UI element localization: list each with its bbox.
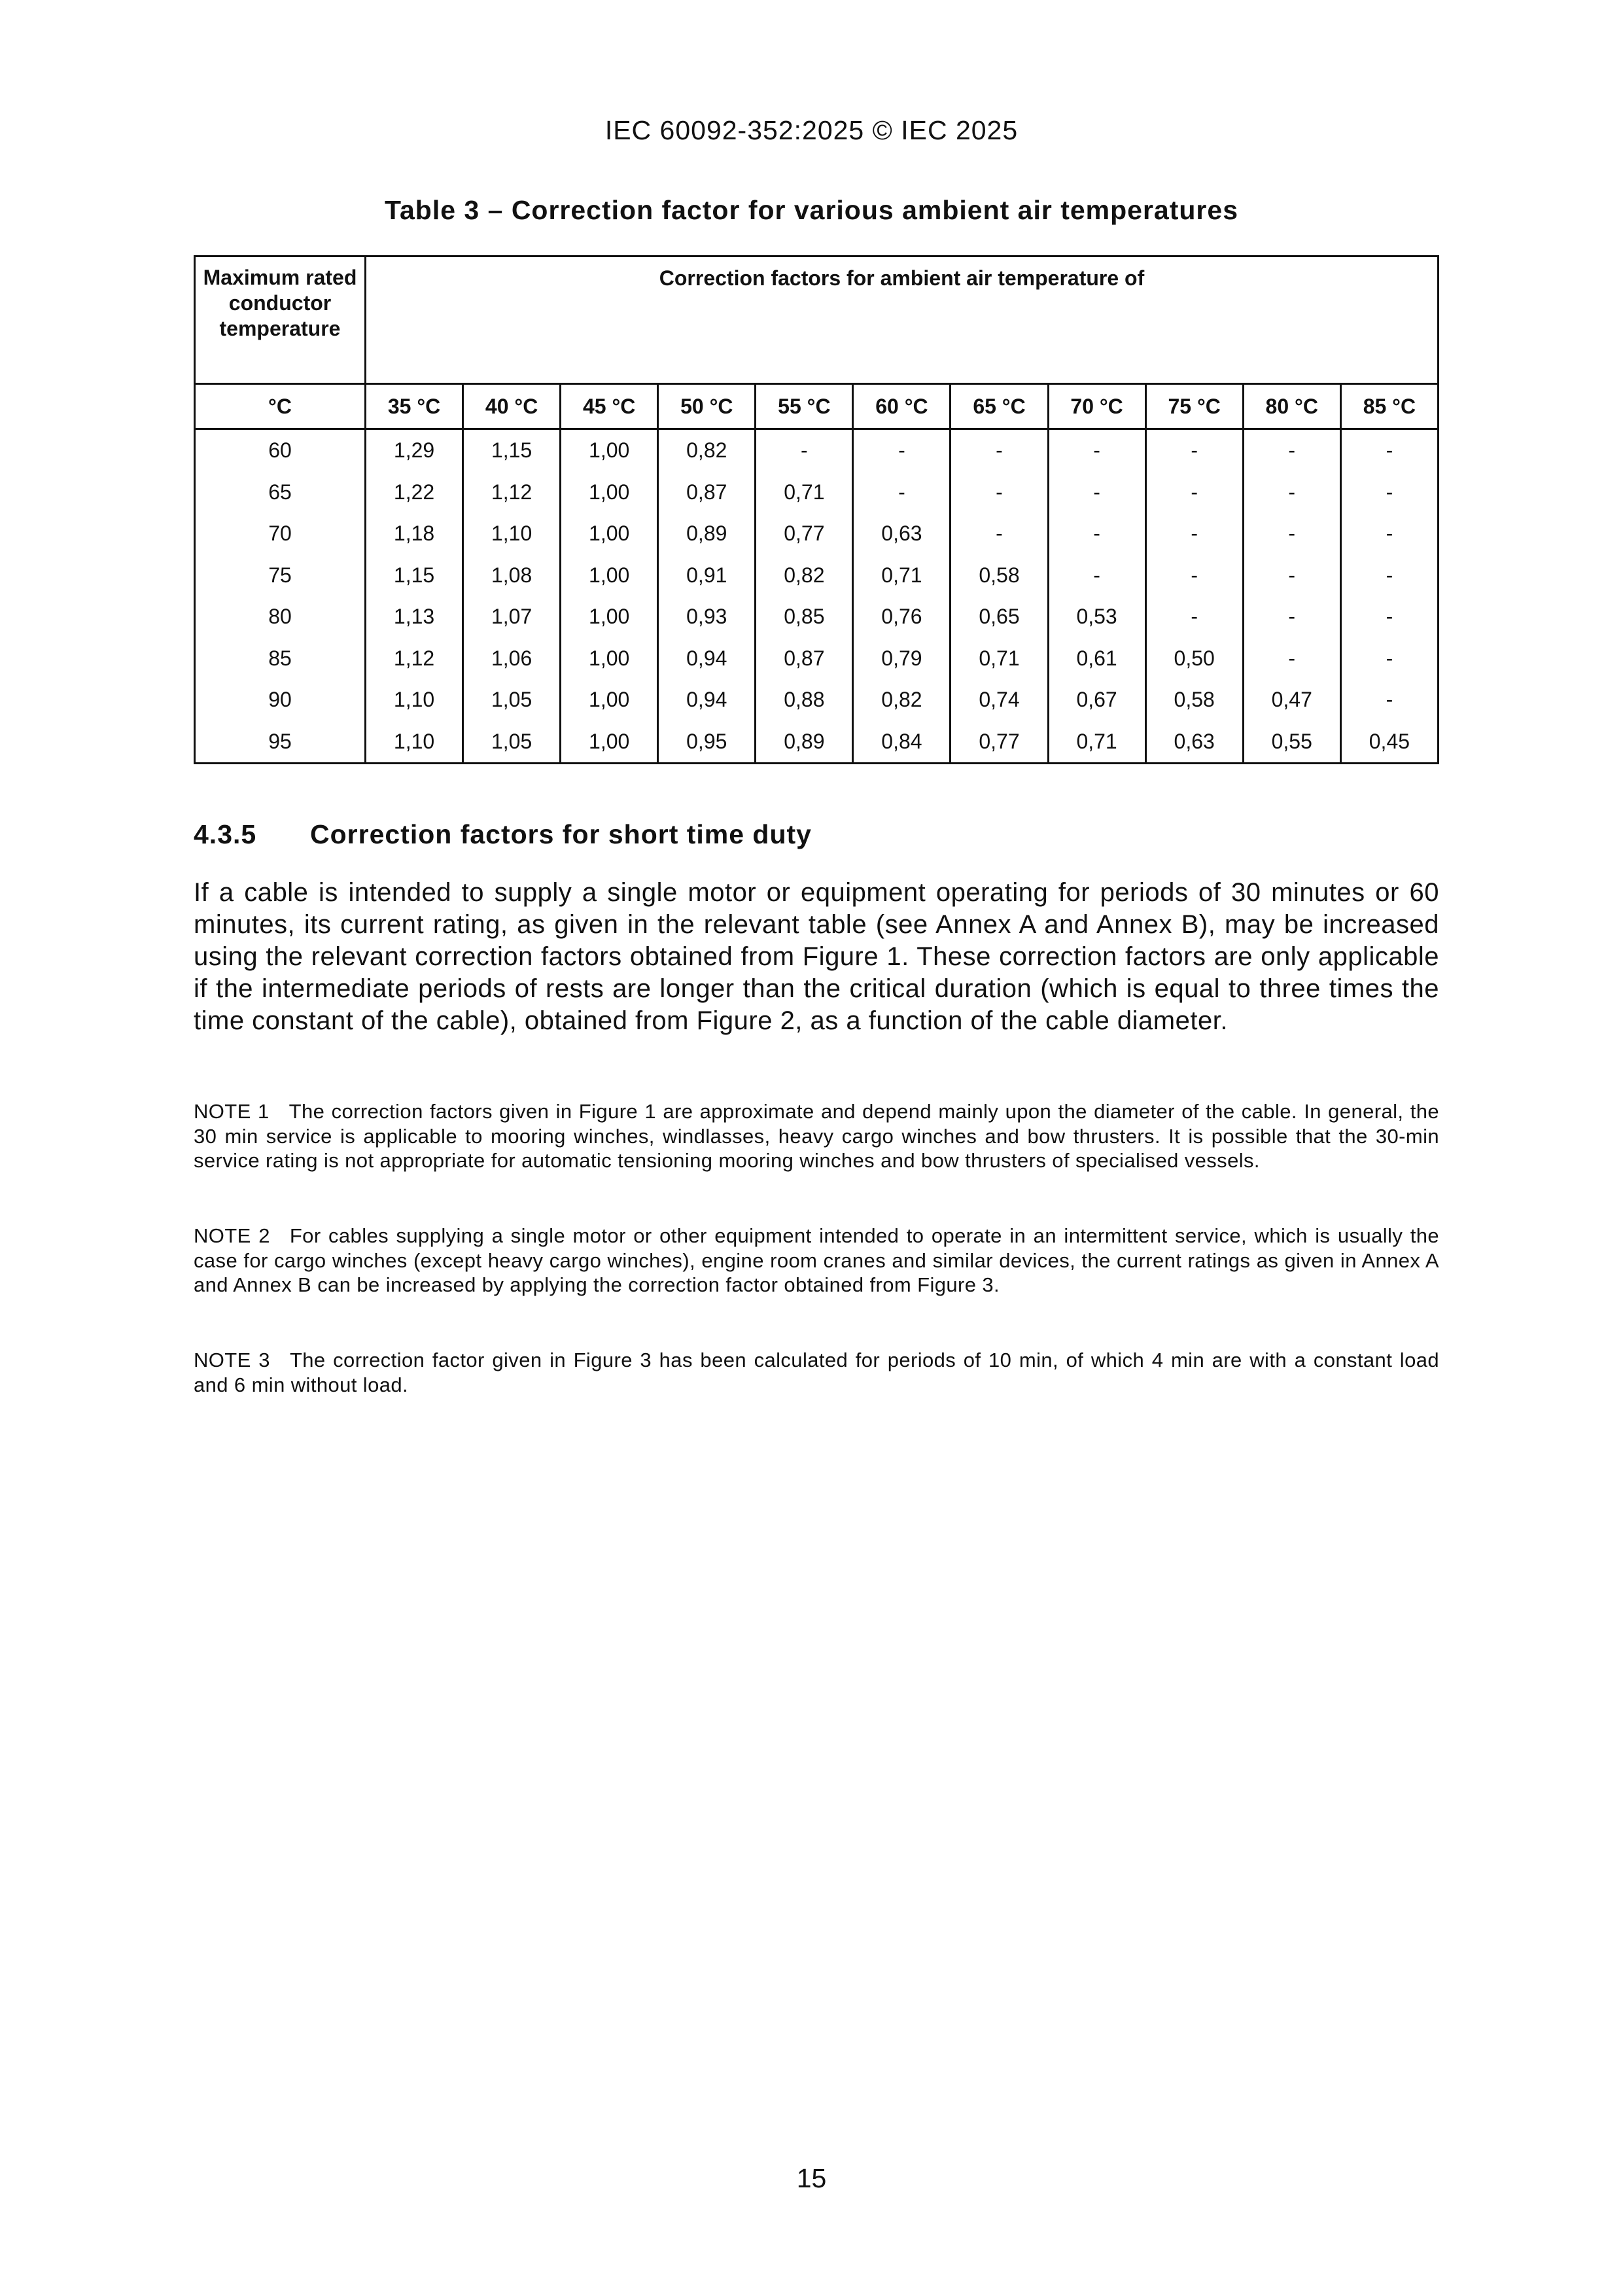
table-row [195,513,1439,555]
column-header: 75 °C [1145,384,1243,429]
note-text: The correction factor given in Figure 3 has been calculated for periods of 10 min, of which 4 min are with a constant load and 6 min without load. [194,1349,1439,1396]
column-header: 40 °C [463,384,561,429]
table-cell: 1,12 [463,472,561,514]
table-cell: 1,06 [463,638,561,680]
table-cell: - [1145,472,1243,514]
table-cell: 1,12 [366,638,463,680]
table-cell: 0,89 [756,721,853,764]
table-cell: 0,82 [756,555,853,597]
table-cell: 0,76 [853,596,951,638]
table-cell: 0,61 [1048,638,1145,680]
table-cell: 0,71 [756,472,853,514]
section-title: Correction factors for short time duty [310,819,812,849]
table-cell: - [951,472,1048,514]
table-cell: 0,95 [658,721,756,764]
table-cell: 1,00 [561,679,658,721]
table-cell: - [1340,596,1438,638]
table-cell: 0,47 [1243,679,1340,721]
table-cell: 0,91 [658,555,756,597]
table-row [195,638,1439,680]
table-title: Table 3 – Correction factor for various ambient air temperatures [385,195,1238,225]
note-2 [194,1224,1439,1298]
table-cell: 1,05 [463,721,561,764]
table-row [195,429,1439,472]
note-1 [194,1099,1439,1173]
section-number: 4.3.5 [194,819,257,849]
table-cell: 1,15 [366,555,463,597]
table-cell: 1,00 [561,596,658,638]
table-cell: 1,05 [463,679,561,721]
table-cell: - [853,472,951,514]
row-header-cell: 60 [195,429,366,472]
table-cell: 1,00 [561,429,658,472]
table-cell: - [1340,555,1438,597]
table-cell: 0,71 [853,555,951,597]
table-cell: 0,87 [756,638,853,680]
table-cell: 1,00 [561,555,658,597]
table-cell: - [1048,513,1145,555]
table-cell: 0,45 [1340,721,1438,764]
row-header-cell: 70 [195,513,366,555]
table-cell: 1,10 [463,513,561,555]
column-header-row [195,384,1439,429]
row-header-cell: 65 [195,472,366,514]
table-cell: - [1145,596,1243,638]
note-text: The correction factors given in Figure 1 are approximate and depend mainly upon the diameter of the cable. In general, the 30 min service is applicable to mooring winches, windlasses, heavy cargo winches and bow thrusters. It is possible that the 30-min service rating is not appropriate for automatic tensioning mooring winches and bow thrusters of specialised vessels. [194,1100,1439,1172]
table-cell: 0,89 [658,513,756,555]
column-header: 80 °C [1243,384,1340,429]
column-header: 50 °C [658,384,756,429]
table-cell: - [1340,638,1438,680]
table-cell: 0,67 [1048,679,1145,721]
note-label: NOTE 3 [194,1349,270,1371]
table-cell: 1,10 [366,679,463,721]
section-paragraph: If a cable is intended to supply a single motor or equipment operating for periods of 30 minutes or 60 minutes, its current rating, as given in the relevant table (see Annex A and Annex B), may be increased using the relevant correction factors obtained from Figure 1. These correction factors are only applicable if the intermediate periods of rests are longer than the critical duration (which is equal to three times the time constant of the cable), obtained from Figure 2, as a function of the cable diameter. [194,878,1439,1035]
table-cell: 0,63 [1145,721,1243,764]
table-cell: - [951,429,1048,472]
column-header: 35 °C [366,384,463,429]
table-cell: 0,93 [658,596,756,638]
table-cell: - [1243,513,1340,555]
table-cell: 1,00 [561,638,658,680]
row-header-cell: 95 [195,721,366,764]
table-row [195,596,1439,638]
table-cell: - [1243,472,1340,514]
column-header: 45 °C [561,384,658,429]
table-cell: 0,77 [756,513,853,555]
table-cell: 0,71 [1048,721,1145,764]
table-cell: 0,65 [951,596,1048,638]
table-cell: - [1145,513,1243,555]
table-body [195,429,1439,764]
table-cell: - [1048,472,1145,514]
table-cell: 0,71 [951,638,1048,680]
table-cell: 1,15 [463,429,561,472]
table-cell: 0,58 [1145,679,1243,721]
table-cell: - [951,513,1048,555]
table-cell: - [1243,555,1340,597]
table-row [195,472,1439,514]
column-header: 65 °C [951,384,1048,429]
table-cell: - [1048,429,1145,472]
table-cell: 1,29 [366,429,463,472]
column-header: 60 °C [853,384,951,429]
note-label: NOTE 1 [194,1100,270,1123]
row-header-cell: 90 [195,679,366,721]
table-row [195,555,1439,597]
table-cell: 0,94 [658,679,756,721]
unit-header: °C [195,384,366,429]
table-cell: 0,88 [756,679,853,721]
row-header-cell: 80 [195,596,366,638]
page-number: 15 [796,2163,827,2193]
table-cell: 0,53 [1048,596,1145,638]
table-cell: 0,63 [853,513,951,555]
row-header-cell: 75 [195,555,366,597]
table-cell: 0,77 [951,721,1048,764]
table-cell: 1,08 [463,555,561,597]
table-cell: 0,50 [1145,638,1243,680]
table-cell: 0,82 [658,429,756,472]
table-cell: - [1340,513,1438,555]
table-cell: 0,58 [951,555,1048,597]
table-cell: 0,85 [756,596,853,638]
note-label: NOTE 2 [194,1224,270,1247]
note-3 [194,1348,1439,1397]
table-cell: 0,74 [951,679,1048,721]
table-cell: 0,84 [853,721,951,764]
table-cell: - [1340,472,1438,514]
table-row [195,721,1439,764]
correction-factor-table [194,255,1439,764]
table-cell: - [1243,429,1340,472]
row-header-cell: 85 [195,638,366,680]
table-cell: 0,87 [658,472,756,514]
note-text: For cables supplying a single motor or other equipment intended to operate in an intermittent service, which is usually the case for cargo winches (except heavy cargo winches), engine room cranes and similar devices, the current ratings as given in Annex A and Annex B can be increased by applying the correction factor obtained from Figure 3. [194,1224,1439,1296]
table-cell: 0,79 [853,638,951,680]
table-cell: - [1340,429,1438,472]
corner-header: Maximum rated conductor temperature [195,256,366,384]
table-cell: - [1145,555,1243,597]
table-cell: 1,10 [366,721,463,764]
table-row [195,679,1439,721]
column-header: 70 °C [1048,384,1145,429]
table-cell: - [853,429,951,472]
table-cell: 1,00 [561,513,658,555]
table-cell: - [756,429,853,472]
table-cell: - [1243,596,1340,638]
section-heading [194,819,812,850]
table-cell: - [1048,555,1145,597]
table-cell: 1,22 [366,472,463,514]
table-cell: 1,00 [561,721,658,764]
table-cell: - [1243,638,1340,680]
document-header: IEC 60092-352:2025 © IEC 2025 [604,115,1019,145]
table-cell: 0,94 [658,638,756,680]
table-cell: - [1145,429,1243,472]
table-cell: 0,82 [853,679,951,721]
table-cell: 1,00 [561,472,658,514]
span-header: Correction factors for ambient air temperature of [366,256,1439,384]
table-cell: 1,18 [366,513,463,555]
table-cell: - [1340,679,1438,721]
table-cell: 0,55 [1243,721,1340,764]
column-header: 55 °C [756,384,853,429]
column-header: 85 °C [1340,384,1438,429]
table-cell: 1,13 [366,596,463,638]
table-cell: 1,07 [463,596,561,638]
